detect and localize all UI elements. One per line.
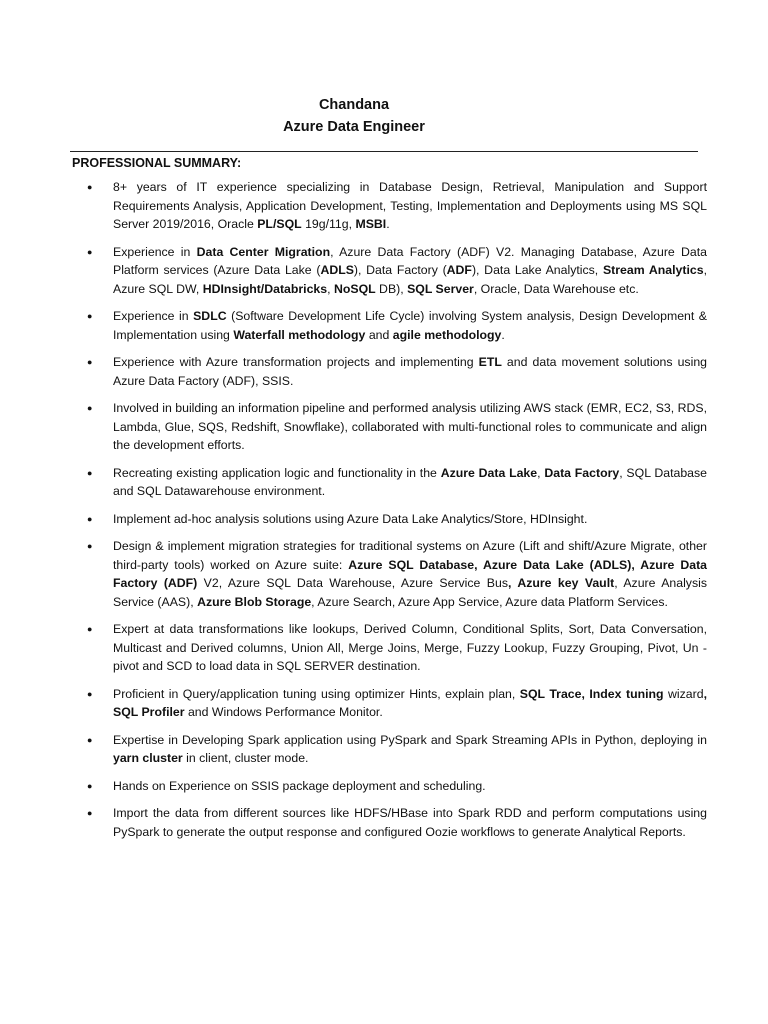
bold-text: Stream Analytics: [602, 263, 704, 277]
bullet-text: ,: [327, 281, 334, 296]
bullet-text: 8+ years of IT experience specializing in Database Design, Retrieval, Manipulation and Support Requirements Analysis, Application Development, Testing, Implementation and Deployments using MS SQL Server 2019/2016, Oracle: [113, 180, 707, 231]
bold-text: , Azure key Vault: [507, 576, 615, 590]
bold-text: HDInsight/Databricks: [202, 281, 328, 296]
summary-bullet: [113, 777, 707, 796]
header-divider: [70, 151, 698, 152]
bullet-text: Experience in: [113, 309, 194, 323]
bullet-text: 19g/11g,: [301, 217, 356, 231]
bullet-text: ), Data Lake Analytics,: [471, 263, 603, 277]
bold-text: yarn cluster: [113, 751, 183, 765]
summary-bullet: [113, 243, 707, 299]
bold-text: SQL Trace, Index tuning: [519, 686, 664, 701]
bold-text: SDLC: [193, 309, 227, 323]
bold-text: agile methodology: [392, 327, 502, 342]
summary-bullet: [113, 685, 707, 722]
bullet-text: , Oracle, Data Warehouse etc.: [473, 281, 639, 296]
summary-bullet: [113, 178, 707, 234]
bullet-text: Implement ad-hoc analysis solutions using Azure Data Lake Analytics/Store, HDInsight.: [113, 511, 588, 526]
summary-bullet: [113, 620, 707, 676]
bullet-text: Involved in building an information pipeline and performed analysis utilizing AWS stack (EMR, EC2, S3, RDS, Lambda, Glue, SQS, Redshift, Snowflake), collaborated with multi-functional roles to communicate and align the development efforts.: [113, 401, 707, 452]
bullet-text: Experience with Azure transformation projects and implementing: [113, 355, 479, 369]
bold-text: NoSQL: [333, 281, 376, 296]
bullet-text: (Software Development Life Cycle) involving System analysis, Design Development & Implementation using: [113, 309, 707, 342]
bullet-text: DB),: [375, 281, 408, 296]
bold-text: ADF: [446, 263, 472, 277]
bold-text: PL/SQL: [257, 217, 302, 231]
bullet-text: and Windows Performance Monitor.: [184, 705, 383, 719]
bold-text: Azure Data Lake: [440, 465, 538, 480]
bold-text: , SQL Profiler: [113, 686, 707, 719]
bullet-text: , Azure SQL DW,: [113, 263, 707, 296]
bullet-text: , Azure Data Factory (ADF) V2. Managing Database, Azure Data Platform services (Azure Data Lake (: [113, 244, 707, 277]
summary-bullet: [113, 464, 707, 501]
bullet-text: Recreating existing application logic and functionality in the: [113, 465, 441, 480]
bullet-text: Import the data from different sources like HDFS/HBase into Spark RDD and perform computations using PySpark to generate the output response and configured Oozie workflows to generate Analytical Reports.: [113, 806, 707, 839]
bullet-text: , SQL Database and SQL Datawarehouse environment.: [113, 465, 708, 498]
summary-bullet: [113, 399, 707, 455]
bullet-text: .: [501, 327, 505, 342]
bullet-text: Experience in: [113, 244, 197, 259]
bold-text: Waterfall methodology: [233, 327, 366, 342]
summary-bullet: [113, 804, 707, 841]
bullet-text: Expertise in Developing Spark application using PySpark and Spark Streaming APIs in Python, deploying in: [113, 732, 707, 747]
summary-bullet: [113, 353, 707, 390]
bullet-text: Design & implement migration strategies for traditional systems on Azure (Lift and shift/Azure Migrate, other third-party tools) worked on Azure suite:: [113, 539, 707, 572]
bullet-text: wizard: [663, 686, 704, 701]
summary-bullet: [113, 307, 707, 344]
bold-text: ETL: [478, 355, 502, 369]
bullet-text: , Azure Analysis Service (AAS),: [113, 576, 707, 609]
section-title: PROFESSIONAL SUMMARY:: [72, 156, 242, 170]
bold-text: ADLS: [320, 263, 354, 277]
candidate-name: Chandana: [318, 97, 390, 113]
candidate-role: Azure Data Engineer: [283, 119, 425, 135]
bullet-text: and: [365, 327, 393, 342]
resume-header: [0, 95, 708, 137]
bold-text: Azure Blob Storage: [197, 594, 312, 609]
summary-bullet: [113, 731, 707, 768]
bullet-text: , Azure Search, Azure App Service, Azure data Platform Services.: [311, 594, 668, 609]
bold-text: MSBI: [355, 217, 387, 231]
bullet-text: Hands on Experience on SSIS package deployment and scheduling.: [113, 778, 486, 793]
bold-text: Data Factory: [544, 465, 620, 480]
bullet-text: V2, Azure SQL Data Warehouse, Azure Service Bus: [197, 576, 508, 590]
bullet-text: ,: [537, 465, 545, 480]
bullet-text: .: [386, 217, 390, 231]
bullet-text: Expert at data transformations like lookups, Derived Column, Conditional Splits, Sort, Data Conversation, Multicast and Derived columns, Union All, Merge Joins, Merge, Fuzzy Lookup, Fuzzy Grouping, Pivot, Un - pivot and SCD to load data in SQL SERVER destination.: [113, 622, 707, 673]
summary-list: [84, 178, 707, 850]
bold-text: Data Center Migration: [196, 244, 331, 259]
bullet-text: and data movement solutions using Azure Data Factory (ADF), SSIS.: [113, 355, 707, 388]
bullet-text: Proficient in Query/application tuning using optimizer Hints, explain plan,: [113, 686, 520, 701]
summary-bullet: [113, 537, 707, 611]
summary-bullet: [113, 510, 707, 529]
bullet-text: ), Data Factory (: [353, 263, 447, 277]
bold-text: SQL Server: [407, 281, 474, 296]
bold-text: Azure SQL Database, Azure Data Lake (ADLS), Azure Data Factory (ADF): [113, 557, 707, 590]
bullet-text: in client, cluster mode.: [182, 751, 309, 765]
